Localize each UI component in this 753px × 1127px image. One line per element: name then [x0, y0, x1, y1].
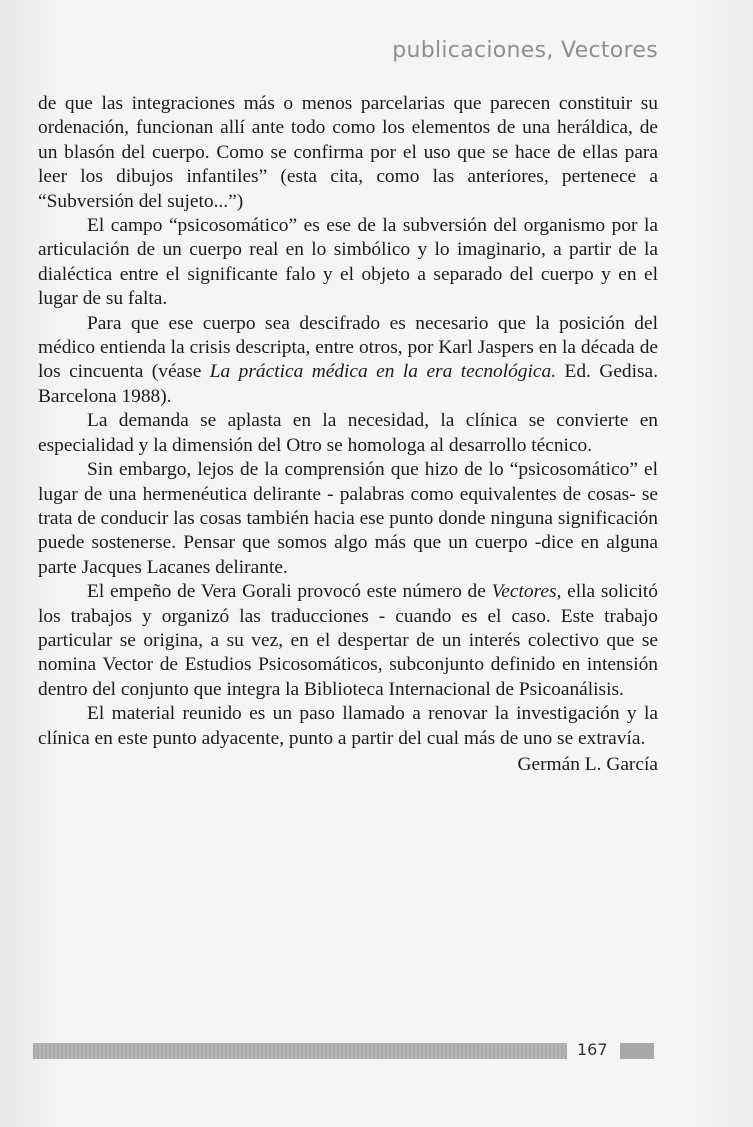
body-text: [38, 92, 658, 777]
paragraph-1: de que las integraciones más o menos parcelarias que parecen constituir su ordenación, funcionan allí ante todo como los elementos de una heráldica, de un blasón del cuerpo. Como se confirma por el uso que se hace de ellas para leer los dibujos infantiles” (esta cita, como las anteriores, pertenece a “Subversión del sujeto...”): [38, 93, 658, 212]
paragraph-5: Sin embargo, lejos de la comprensión que hizo de lo “psicosomático” el lugar de una hermenéutica delirante - palabras como equivalentes de cosas- se trata de conducir las cosas también hacia ese punto donde ninguna significación puede sostenerse. Pensar que somos algo más que un cuerpo -dice en alguna parte Jacques Lacanes delirante.: [38, 459, 658, 578]
paragraph-6-text-end: , ella solicitó los trabajos y organizó las traducciones - cuando es el caso. Este trabajo particular se origina, a su vez, en el despertar de un interés colectivo que se nomina Vector de Estudios Psicosomáticos, subconjunto definido en intensión dentro del conjunto que integra la Biblioteca Internacional de Psicoanálisis.: [38, 581, 658, 700]
paragraph-7: El material reunido es un paso llamado a renovar la investigación y la clínica en este punto adyacente, punto a partir del cual más de uno se extravía.: [38, 703, 658, 749]
paragraph-6-text: El empeño de Vera Gorali provocó este número de: [87, 581, 492, 603]
journal-title-italic: Vectores: [491, 581, 557, 603]
running-head: publicaciones, Vectores: [392, 38, 658, 63]
page-number: 167: [577, 1040, 608, 1059]
footer-rule: [33, 1043, 567, 1059]
author-signature: Germán L. García: [517, 753, 658, 775]
paragraph-6: [38, 580, 658, 702]
paragraph-2: El campo “psicosomático” es ese de la subversión del organismo por la articulación de un cuerpo real en lo simbólico y lo imaginario, a partir de la dialéctica entre el significante falo y el objeto a separado del cuerpo y en el lugar de su falta.: [38, 215, 658, 310]
footer-rule-end: [620, 1043, 654, 1059]
paragraph-3-text-end: Ed. Gedisa. Barcelona 1988).: [38, 361, 659, 407]
paragraph-3: [38, 312, 658, 410]
book-title-italic: La práctica médica en la era tecnológica.: [209, 361, 557, 383]
paragraph-4: La demanda se aplasta en la necesidad, la clínica se convierte en especialidad y la dimensión del Otro se homologa al desarrollo técnico.: [38, 410, 658, 456]
paragraph-3-text: Para que ese cuerpo sea descifrado es necesario que la posición del médico entienda la crisis descripta, entre otros, por Karl Jaspers en la década de los cincuenta (véase: [38, 312, 658, 383]
